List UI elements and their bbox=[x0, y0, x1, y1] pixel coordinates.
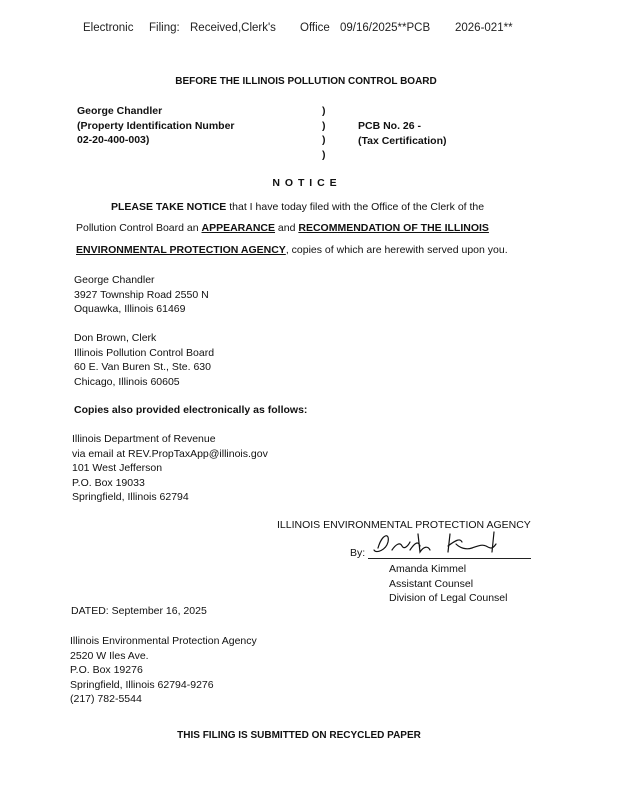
notice-text-1: that I have today filed with the Office of the Clerk of the bbox=[226, 201, 485, 213]
stamp-word-electronic: Electronic bbox=[83, 22, 134, 34]
address-line: 3927 Township Road 2550 N bbox=[74, 288, 209, 301]
notice-text-3: , copies of which are herewith served upon you. bbox=[285, 244, 508, 256]
agency-address bbox=[70, 634, 257, 707]
address-line: Illinois Environmental Protection Agency bbox=[70, 635, 257, 647]
copies-heading: Copies also provided electronically as follows: bbox=[74, 404, 308, 416]
address-line: P.O. Box 19276 bbox=[70, 664, 143, 676]
stamp-word-office: Office bbox=[300, 22, 330, 34]
appearance-doc: APPEARANCE bbox=[201, 222, 276, 234]
notice-lead: PLEASE TAKE NOTICE bbox=[111, 201, 227, 213]
address-line: Springfield, Illinois 62794-9276 bbox=[70, 678, 214, 691]
caption-parties bbox=[77, 104, 235, 148]
service-address-clerk bbox=[74, 331, 214, 389]
recycled-paper-footer: THIS FILING IS SUBMITTED ON RECYCLED PAPER bbox=[177, 730, 421, 741]
notice-title: N O T I C E bbox=[272, 177, 338, 189]
recommendation-doc: RECOMMENDATION OF THE ILLINOIS bbox=[298, 222, 489, 234]
signature-line bbox=[368, 558, 531, 559]
address-line: George Chandler bbox=[74, 274, 155, 286]
address-line: 60 E. Van Buren St., Ste. 630 bbox=[74, 361, 211, 373]
caption-brackets bbox=[322, 104, 326, 162]
dated-line: DATED: September 16, 2025 bbox=[71, 605, 207, 617]
signature-agency: ILLINOIS ENVIRONMENTAL PROTECTION AGENCY bbox=[277, 519, 531, 531]
signatory-title: Assistant Counsel bbox=[389, 577, 474, 590]
stamp-word-filing: Filing: bbox=[149, 22, 180, 34]
notice-line-2 bbox=[76, 222, 489, 234]
address-line: Springfield, Illinois 62794 bbox=[72, 491, 189, 503]
stamp-docket: 2026-021** bbox=[455, 22, 513, 34]
address-line: 101 West Jefferson bbox=[72, 462, 163, 474]
stamp-word-received: Received,Clerk's bbox=[190, 22, 276, 34]
address-line: Don Brown, Clerk bbox=[74, 332, 157, 344]
caption-bracket: ) bbox=[322, 105, 326, 117]
signatory bbox=[389, 562, 507, 606]
address-line: Illinois Department of Revenue bbox=[72, 433, 216, 445]
service-address-revenue bbox=[72, 432, 268, 505]
handwritten-signature bbox=[372, 528, 512, 560]
caption-bracket: ) bbox=[322, 148, 326, 161]
court-title: BEFORE THE ILLINOIS POLLUTION CONTROL BOARD bbox=[175, 76, 437, 87]
notice-line-3 bbox=[76, 244, 508, 256]
notice-text-2: Pollution Control Board an bbox=[76, 222, 202, 234]
caption-party-line: George Chandler bbox=[77, 105, 163, 117]
signatory-division: Division of Legal Counsel bbox=[389, 592, 508, 604]
case-type: (Tax Certification) bbox=[358, 134, 447, 147]
agency-doc: ENVIRONMENTAL PROTECTION AGENCY bbox=[76, 244, 286, 256]
address-line: 2520 W Iles Ave. bbox=[70, 649, 149, 662]
signature-by-label: By: bbox=[350, 547, 366, 559]
service-address-chandler bbox=[74, 273, 209, 317]
address-line: Chicago, Illinois 60605 bbox=[74, 375, 180, 388]
caption-party-line: 02-20-400-003) bbox=[77, 134, 150, 146]
case-number: PCB No. 26 - bbox=[358, 120, 422, 132]
caption-party-line: (Property Identification Number bbox=[77, 119, 235, 132]
stamp-date: 09/16/2025**PCB bbox=[340, 22, 431, 34]
address-line: (217) 782-5544 bbox=[70, 693, 142, 705]
caption-bracket: ) bbox=[322, 119, 326, 132]
address-line: P.O. Box 19033 bbox=[72, 476, 145, 489]
address-line: Illinois Pollution Control Board bbox=[74, 346, 215, 359]
signatory-name: Amanda Kimmel bbox=[389, 563, 467, 575]
caption-bracket: ) bbox=[322, 134, 326, 146]
address-line: via email at REV.PropTaxApp@illinois.gov bbox=[72, 447, 268, 460]
caption-case-info bbox=[358, 119, 446, 148]
address-line: Oquawka, Illinois 61469 bbox=[74, 303, 186, 315]
notice-and: and bbox=[275, 222, 299, 234]
notice-line-1 bbox=[111, 201, 484, 213]
